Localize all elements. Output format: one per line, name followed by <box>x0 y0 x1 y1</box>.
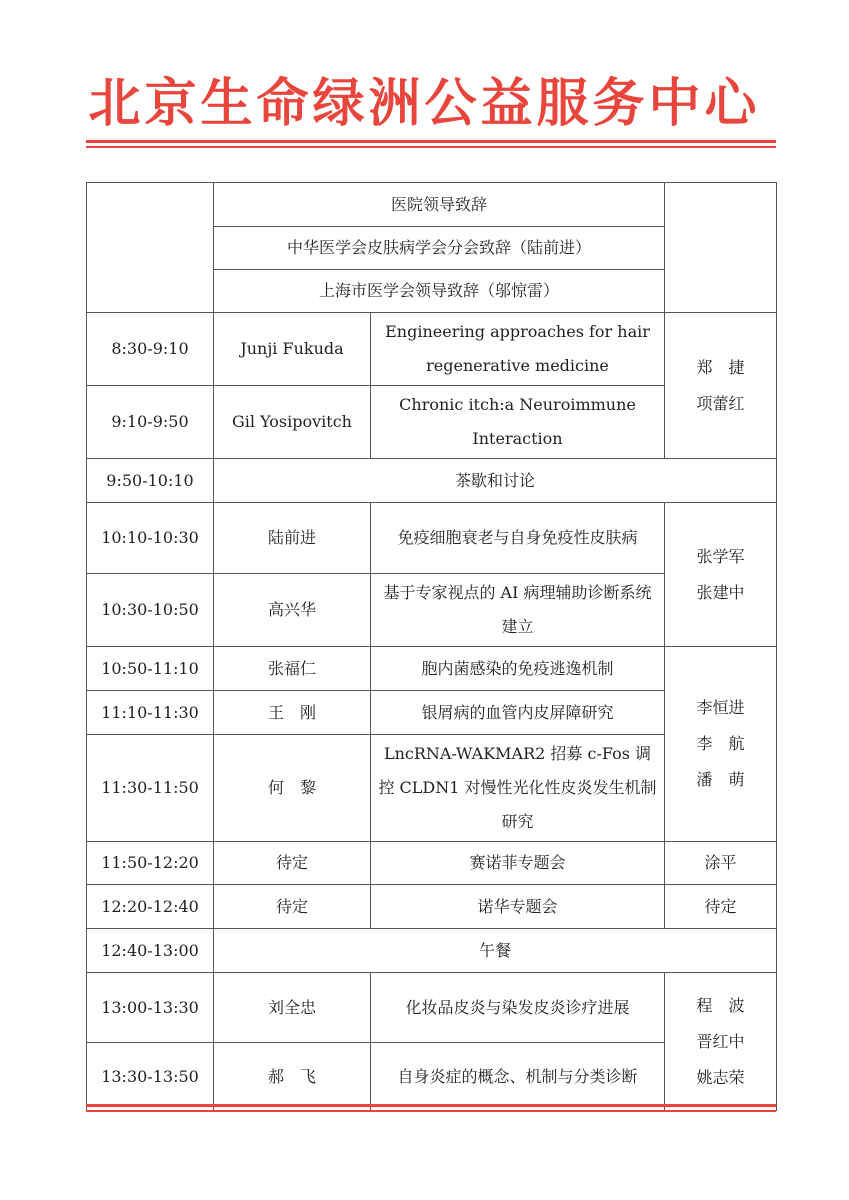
header-title: 北京生命绿洲公益服务中心 <box>88 74 761 134</box>
chair-cell <box>665 973 777 1111</box>
speaker-cell: 陆前进 <box>214 503 371 574</box>
topic-cell: 免疫细胞衰老与自身免疫性皮肤病 <box>371 503 665 574</box>
chair-name: 张学军 <box>696 546 745 566</box>
chair-name: 程 波 <box>696 995 745 1015</box>
chair-name: 待定 <box>704 896 737 916</box>
time-cell: 9:50-10:10 <box>87 459 214 503</box>
speaker-cell: Gil Yosipovitch <box>214 386 371 459</box>
speaker-cell: 王 刚 <box>214 691 371 735</box>
chair-name: 晋红中 <box>696 1031 745 1051</box>
topic-cell: 化妆品皮炎与染发皮炎诊疗进展 <box>371 973 665 1043</box>
chair-name: 李恒进 <box>696 698 745 717</box>
chair-cell <box>665 647 777 842</box>
topic-cell: Engineering approaches for hair regenerative medicine <box>371 313 665 386</box>
table-row <box>87 929 777 973</box>
time-cell: 9:10-9:50 <box>87 386 214 459</box>
chair-name: 涂平 <box>704 853 737 872</box>
speaker-cell: 高兴华 <box>214 574 371 647</box>
chair-cell <box>665 503 777 647</box>
speaker-cell: 张福仁 <box>214 647 371 691</box>
table-row <box>87 183 777 227</box>
header-rule-thin <box>86 146 776 148</box>
speaker-cell: 待定 <box>214 885 371 929</box>
break-cell: 午餐 <box>214 929 777 973</box>
chair-cell <box>665 842 777 885</box>
speaker-cell: 郝 飞 <box>214 1043 371 1111</box>
opening-time-cell <box>87 183 214 313</box>
chair-cell <box>665 885 777 929</box>
speaker-cell: Junji Fukuda <box>214 313 371 386</box>
table-row <box>87 973 777 1043</box>
table-row <box>87 313 777 386</box>
opening-item: 中华医学会皮肤病学会分会致辞（陆前进） <box>214 227 665 270</box>
time-cell: 10:50-11:10 <box>87 647 214 691</box>
table-row <box>87 842 777 885</box>
time-cell: 11:50-12:20 <box>87 842 214 885</box>
chair-name: 项蕾红 <box>696 393 745 413</box>
topic-cell: 赛诺菲专题会 <box>371 842 665 885</box>
topic-cell: 胞内菌感染的免疫逃逸机制 <box>371 647 665 691</box>
footer-rule-thick <box>86 1104 776 1107</box>
speaker-cell: 待定 <box>214 842 371 885</box>
table-row <box>87 885 777 929</box>
time-cell: 13:30-13:50 <box>87 1043 214 1111</box>
table-row <box>87 647 777 691</box>
schedule-table <box>86 182 777 1111</box>
topic-cell: LncRNA-WAKMAR2 招募 c-Fos 调控 CLDN1 对慢性光化性皮炎发生机制研究 <box>371 735 665 842</box>
table-row <box>87 503 777 574</box>
time-cell: 12:40-13:00 <box>87 929 214 973</box>
time-cell: 12:20-12:40 <box>87 885 214 929</box>
footer-rule-thin <box>86 1110 776 1112</box>
header-rule-thick <box>86 140 776 143</box>
topic-cell: 诺华专题会 <box>371 885 665 929</box>
chair-name: 张建中 <box>696 582 745 602</box>
time-cell: 8:30-9:10 <box>87 313 214 386</box>
opening-item: 医院领导致辞 <box>214 183 665 227</box>
topic-cell: 银屑病的血管内皮屏障研究 <box>371 691 665 735</box>
chair-name: 郑 捷 <box>696 357 745 377</box>
topic-cell: 自身炎症的概念、机制与分类诊断 <box>371 1043 665 1111</box>
speaker-cell: 何 黎 <box>214 735 371 842</box>
chair-cell <box>665 313 777 459</box>
opening-item: 上海市医学会领导致辞（邬惊雷） <box>214 270 665 313</box>
break-cell: 茶歇和讨论 <box>214 459 777 503</box>
chair-name: 潘 萌 <box>696 770 745 789</box>
opening-chair-cell <box>665 183 777 313</box>
chair-name: 李 航 <box>696 734 745 753</box>
time-cell: 11:10-11:30 <box>87 691 214 735</box>
topic-cell: 基于专家视点的 AI 病理辅助诊断系统建立 <box>371 574 665 647</box>
time-cell: 10:10-10:30 <box>87 503 214 574</box>
time-cell: 10:30-10:50 <box>87 574 214 647</box>
time-cell: 11:30-11:50 <box>87 735 214 842</box>
speaker-cell: 刘全忠 <box>214 973 371 1043</box>
time-cell: 13:00-13:30 <box>87 973 214 1043</box>
chair-name: 姚志荣 <box>696 1067 745 1087</box>
table-row <box>87 459 777 503</box>
topic-cell: Chronic itch:a Neuroimmune Interaction <box>371 386 665 459</box>
